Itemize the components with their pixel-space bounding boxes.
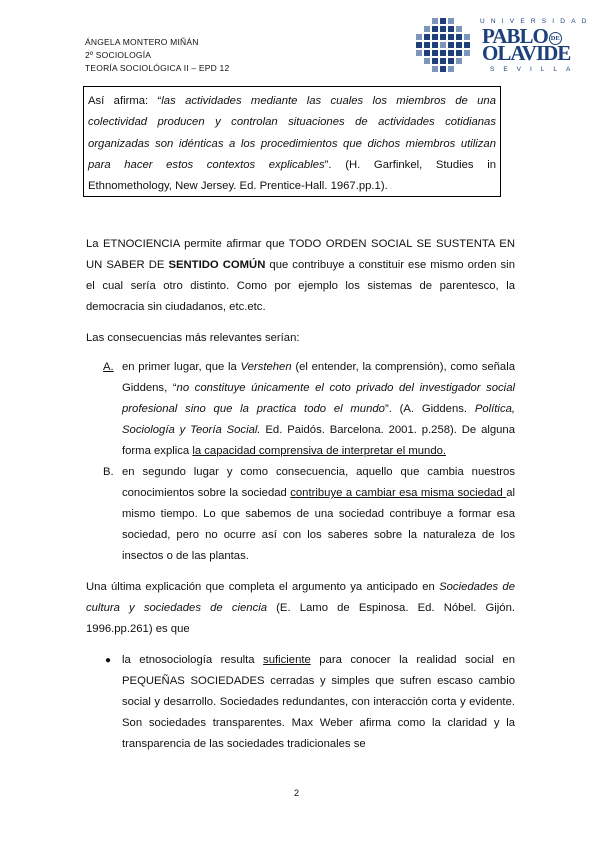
paragraph-ultima-text-a: Una última explicación que completa el argumento ya anticipado en: [86, 581, 440, 593]
paragraph-ultima-explicacion: [86, 577, 515, 640]
verstehen-term: Verstehen: [240, 361, 292, 373]
bullet-dot-icon: ●: [105, 655, 112, 666]
document-body: [86, 234, 515, 755]
page-number: 2: [294, 788, 300, 798]
paragraph-etnociencia: [86, 234, 515, 318]
bullet-text-1: la etnosociología resulta: [122, 654, 264, 666]
quote-lead: Así afirma: “: [88, 95, 162, 107]
list-item-a: [86, 357, 515, 462]
list-marker-b: B.: [103, 466, 114, 478]
item-b-text-2: al mismo tiempo. Lo que sabemos de una sociedad contribuye a formar esa sociedad, pero no ocurre así con los saberes sobre la naturaleza de los insectos o de las plantas.: [122, 487, 515, 562]
suficiente-underlined: suficiente: [263, 654, 311, 666]
consequences-list: [86, 357, 515, 567]
quote-citation: ”. (H. Garfinkel, Studies in Ethnomethology, New Jersey. Ed. Prentice-Hall. 1967.pp.1).: [88, 158, 496, 193]
item-a-text-4: Ed. Paidós. Barcelona. 2001. p.258). De alguna forma explica: [122, 424, 515, 457]
garfinkel-quote-box: [83, 86, 501, 197]
bullet-list: [86, 650, 515, 755]
item-a-underlined: la capacidad comprensiva de interpretar el mundo.: [192, 445, 447, 457]
item-a-text-3: ”. (A. Giddens.: [384, 403, 475, 415]
paragraph-etnociencia-text-b: que contribuye a constituir ese mismo orden sin el cual sería otro distinto. Como por ejemplo los sistemas de parentesco, la democracia sin ciudadanos, etc.etc.: [86, 259, 515, 313]
giddens-quote: no constituye únicamente el coto privado del investigador social profesional sino que la practica todo el mundo: [122, 382, 515, 415]
author-name: ÁNGELA MONTERO MIÑÁN: [85, 37, 199, 47]
item-a-text-2: (el entender, la comprensión), como señala Giddens, “: [122, 361, 515, 394]
lamo-book-title: Sociedades de cultura y sociedades de ciencia: [86, 581, 515, 614]
item-b-text-1: en segundo lugar y como consecuencia, aquello que cambia nuestros conocimientos sobre la sociedad: [122, 466, 515, 499]
subject-name: TEORÍA SOCIOLÓGICA II – EPD 12: [85, 63, 230, 73]
list-item-b: [86, 462, 515, 567]
item-a-text-1: en primer lugar, que la: [122, 361, 241, 373]
bullet-item: [86, 650, 515, 755]
document-header: [85, 36, 229, 75]
logo-olavide-text: OLAVIDE: [482, 41, 571, 65]
course-name: 2º SOCIOLOGÍA: [85, 50, 152, 60]
paragraph-consecuencias: Las consecuencias más relevantes serían:: [86, 332, 300, 344]
quote-text: las actividades mediante las cuales los miembros de una colectividad producen y controlan situaciones de actividades cotidianas organizadas son idénticas a los procedimientos que dichos miembros utilizan para hacer estos contextos explicables: [88, 95, 496, 171]
logo-city-text: SEVILLA: [490, 66, 580, 73]
bullet-text-2: para conocer la realidad social en PEQUEÑAS SOCIEDADES cerradas y simples que sufren escaso cambio social y desarrollo. Sociedades redundantes, con interacción corta y evidente. Son sociedades transparentes. Max Weber afirma como la claridad y la transparencia de las sociedades tradicionales se: [122, 654, 515, 750]
giddens-book-title: Política, Sociología y Teoría Social.: [122, 403, 516, 436]
paragraph-etnociencia-text-a: La ETNOCIENCIA permite afirmar que TODO ORDEN SOCIAL SE SUSTENTA EN UN SABER DE: [86, 238, 515, 271]
logo-university-text: UNIVERSIDAD: [480, 18, 593, 25]
item-b-underlined: contribuye a cambiar esa misma sociedad: [290, 487, 507, 499]
paragraph-ultima-text-b: (E. Lamo de Espinosa. Ed. Nóbel. Gijón. 1996.pp.261) es que: [86, 602, 515, 635]
logo-grid-icon: [414, 18, 472, 76]
sentido-comun-bold: SENTIDO COMÚN: [168, 259, 266, 271]
logo-de-badge: DE: [549, 32, 562, 45]
university-logo: [412, 16, 593, 78]
list-marker-a: A.: [103, 361, 114, 373]
logo-pablo-text: PABLO: [482, 24, 548, 48]
